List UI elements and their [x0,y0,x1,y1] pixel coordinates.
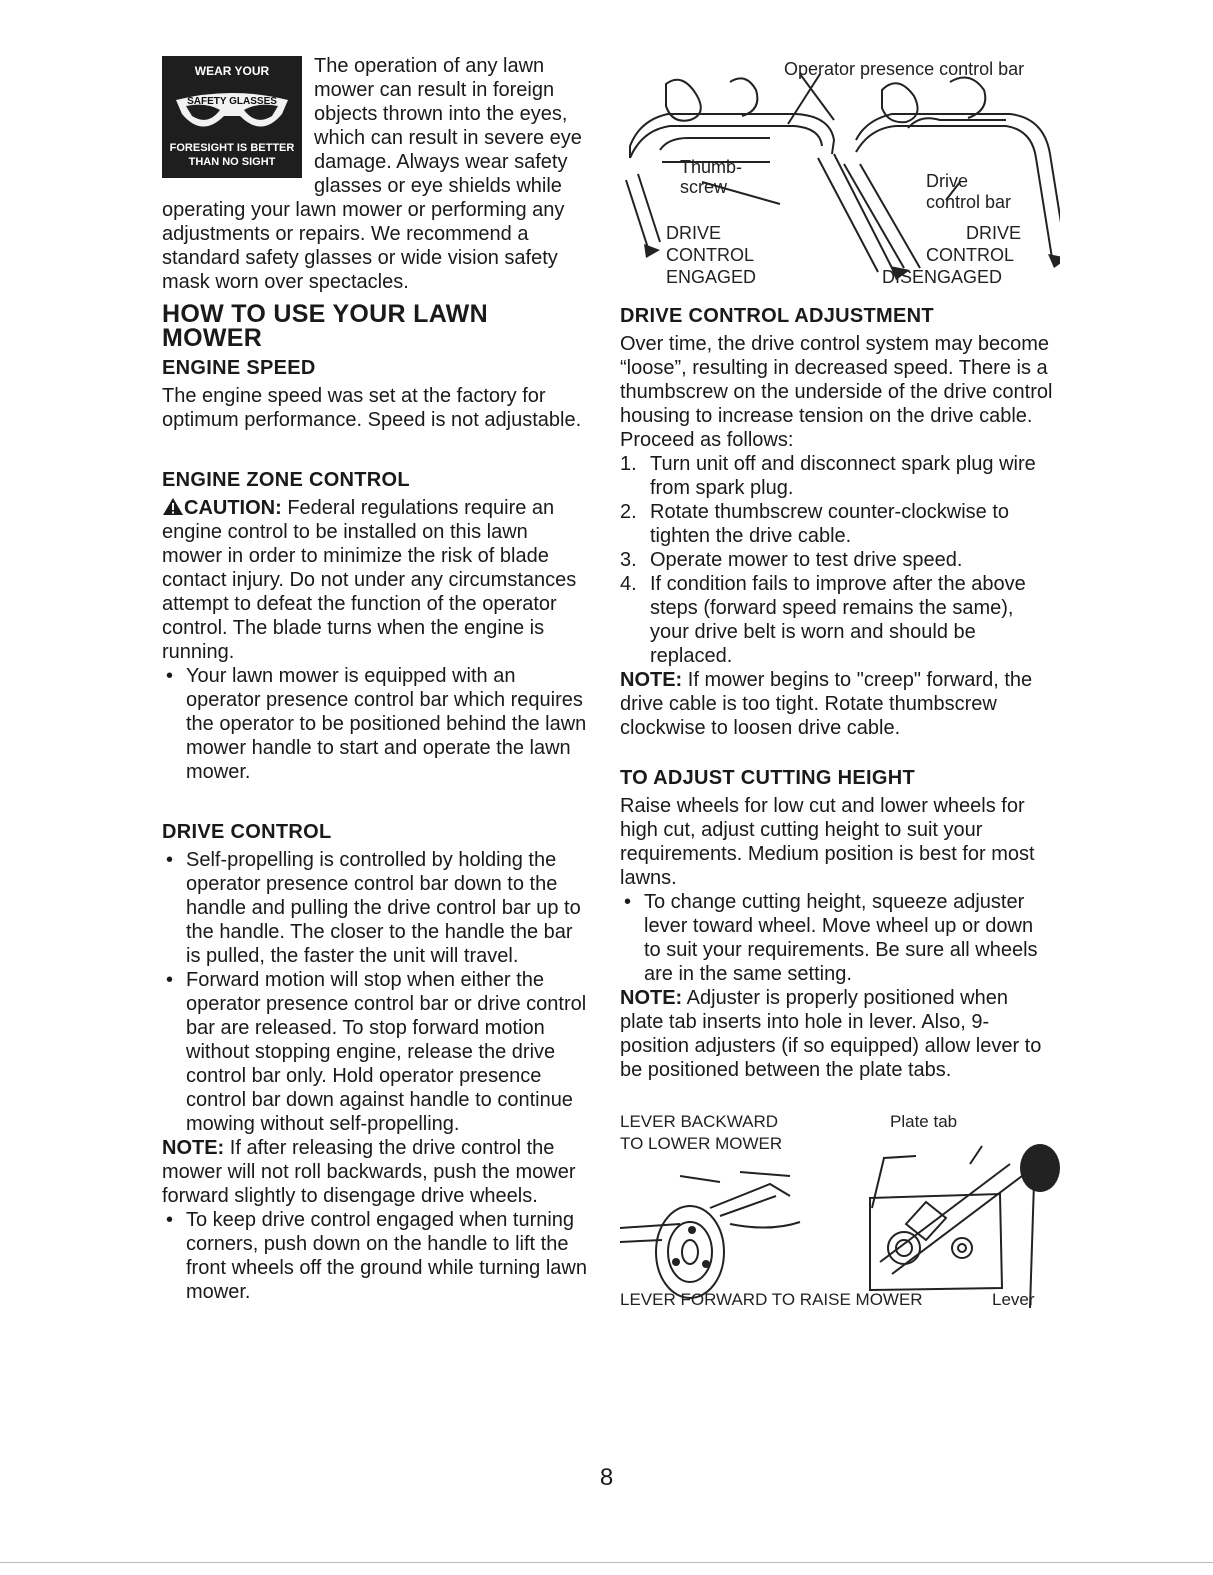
step-number: 4. [620,573,637,595]
drive-control-heading: DRIVE CONTROL [162,821,332,843]
engine-zone-caution [162,496,592,664]
bullet-icon: • [166,849,174,871]
caution-text: Federal regulations require an engine control to be installed on this lawn mower in order to minimize the risk of blade contact injury. Do not under any circumstances attempt to defeat the function of the operator control. The blade turns when the engine is running. [162,497,577,663]
cutting-height-heading: TO ADJUST CUTTING HEIGHT [620,767,915,789]
lever-forward-label: LEVER FORWARD TO RAISE MOWER [620,1290,923,1309]
drive-control-note [162,1136,592,1208]
step-text: Rotate thumbscrew counter-clockwise to tighten the drive cable. [650,501,1010,547]
drive-bar-label: Drive [926,171,969,191]
drive-control-bullet-1: Self-propelling is controlled by holding the operator presence control bar down to the handle and pulling the drive control bar up to the handle. The closer to the handle the bar is pulled, the faster the unit will travel. [186,849,581,967]
list-item [620,500,1055,548]
engine-speed-text: The engine speed was set at the factory for optimum performance. Speed is not adjustable. [162,385,582,431]
cutting-height-bullet: To change cutting height, squeeze adjuster lever toward wheel. Move wheel up or down to suit your requirements. Be sure all wheels are in the same setting. [644,891,1038,985]
badge-line3: FORESIGHT IS BETTER [169,142,295,154]
step-text: Turn unit off and disconnect spark plug wire from spark plug. [650,453,1036,499]
disengaged-label-3: DISENGAGED [882,267,1003,287]
step-text: If condition fails to improve after the above steps (forward speed remains the same), your drive belt is worn and should be replaced. [650,573,1026,667]
list-item [162,968,592,1136]
step-number: 1. [620,453,637,475]
badge-line1: WEAR YOUR [194,64,270,78]
warning-triangle-icon [162,497,184,516]
height-adjuster-diagram [620,1112,1060,1312]
lever-backward-label-1: LEVER BACKWARD [620,1112,779,1131]
drive-control-bullet-3: To keep drive control engaged when turning corners, push down on the handle to lift the front wheels off the ground while turning lawn mower. [186,1209,587,1303]
lever-label: Lever [992,1290,1035,1309]
disengaged-label-1: DRIVE [966,223,1022,243]
cutting-height-note [620,986,1055,1082]
disengaged-label-2: CONTROL [926,245,1015,265]
list-item [620,890,1055,986]
intro-text: The operation of any lawn mower can result in foreign objects thrown into the eyes, which can result in severe eye damage. Always wear safety glasses or eye shields while operating your lawn mower or performing any adjustments or repairs. We recommend a standard safety glasses or wide vision safety mask worn over spectacles. [162,55,582,293]
list-item [162,664,592,784]
list-item [620,548,1055,572]
bullet-icon: • [624,891,632,913]
intro-block [162,54,592,294]
right-column [620,54,1055,1312]
list-item [620,572,1055,668]
list-item [162,1208,592,1304]
note-text: Adjuster is properly positioned when plate tab inserts into hole in lever. Also, 9-position adjusters (if so equipped) allow lever to be positioned between the plate tabs. [620,987,1042,1081]
bullet-icon: • [166,1209,174,1231]
engine-speed-heading: ENGINE SPEED [162,357,316,379]
drive-adjust-heading: DRIVE CONTROL ADJUSTMENT [620,305,934,327]
bottom-rule [0,1562,1213,1563]
opc-bar-label: Operator presence control bar [784,59,1025,79]
list-item [620,452,1055,500]
badge-line4: THAN NO SIGHT [188,156,276,168]
bullet-icon: • [166,665,174,687]
note-label: NOTE: [162,1137,225,1159]
thumbscrew-label: Thumb- [680,157,743,177]
bullet-icon: • [166,969,174,991]
safety-glasses-badge [162,56,302,178]
list-item [162,848,592,968]
page-title: HOW TO USE YOUR LAWN MOWER [162,300,488,352]
plate-tab-label: Plate tab [890,1112,958,1131]
engine-zone-bullet: Your lawn mower is equipped with an operator presence control bar which requires the operator to be positioned behind the lawn mower handle to start and operate the lawn mower. [186,665,587,783]
drive-bar-label-2: control bar [926,192,1012,212]
lever-backward-label-2: TO LOWER MOWER [620,1134,783,1153]
note-label: NOTE: [620,669,683,691]
left-column [162,54,592,1304]
engine-zone-heading: ENGINE ZONE CONTROL [162,469,410,491]
cutting-height-text: Raise wheels for low cut and lower wheels for high cut, adjust cutting height to suit your requirements. Medium position is best for most lawns. [620,795,1035,889]
badge-line2: SAFETY GLASSES [187,96,277,107]
step-number: 2. [620,501,637,523]
drive-control-bullet-2: Forward motion will stop when either the operator presence control bar or drive control bar are released. To stop forward motion without stopping engine, release the drive control bar only. Hold operator presence control bar down against handle to continue mowing without self-propelling. [186,969,587,1135]
caution-label: CAUTION: [184,497,282,519]
note-text: If after releasing the drive control the mower will not roll backwards, push the mower forward slightly to disengage drive wheels. [162,1137,576,1207]
engaged-label-2: CONTROL [666,245,755,265]
drive-control-diagram [620,54,1060,290]
step-text: Operate mower to test drive speed. [650,549,963,571]
page-number: 8 [599,1464,614,1491]
drive-adjust-note [620,668,1055,740]
engaged-label-1: DRIVE [666,223,722,243]
step-number: 3. [620,549,637,571]
note-text: If mower begins to "creep" forward, the drive cable is too tight. Rotate thumbscrew clockwise to loosen drive cable. [620,669,1033,739]
engaged-label-3: ENGAGED [666,267,757,287]
note-label: NOTE: [620,987,683,1009]
drive-adjust-text: Over time, the drive control system may become “loose”, resulting in decreased speed. There is a thumbscrew on the underside of the drive control housing to increase tension on the drive cable. Proceed as follows: [620,333,1053,451]
thumbscrew-label-2: screw [680,177,728,197]
